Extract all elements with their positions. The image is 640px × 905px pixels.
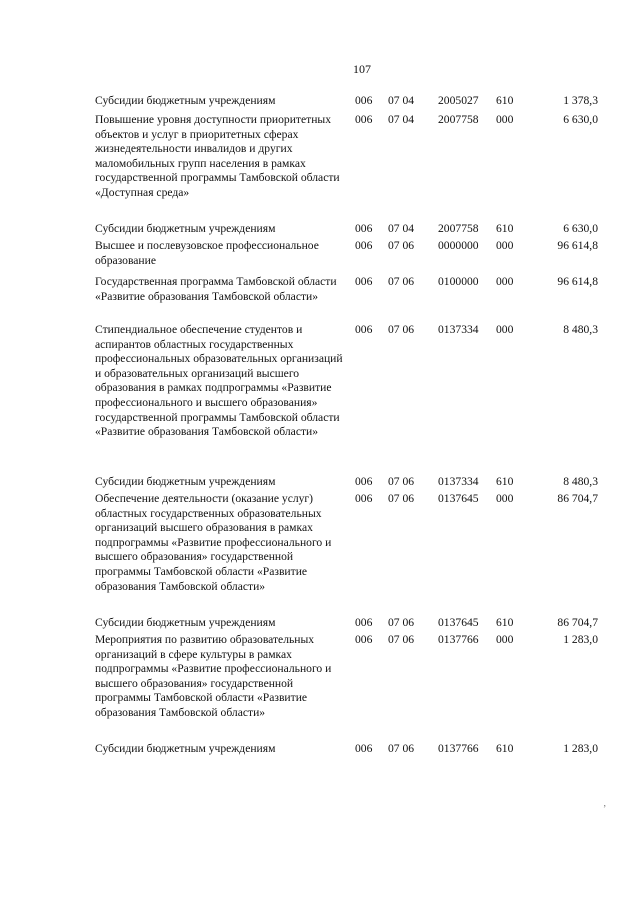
row-type: 000 [496, 275, 514, 288]
page-number: 107 [353, 62, 371, 76]
row-description: Высшее и послевузовское профессиональное образование [95, 239, 319, 267]
row-type: 000 [496, 633, 514, 646]
row-section: 07 06 [388, 742, 415, 755]
row-section: 07 06 [388, 492, 415, 505]
row-section: 07 04 [388, 113, 415, 126]
row-target: 2007758 [438, 222, 479, 235]
row-amount: 1 283,0 [563, 633, 598, 646]
row-amount: 96 614,8 [557, 275, 598, 288]
row-description: Стипендиальное обеспечение студентов и аспирантов областных государственных профессиональных образовательных организаций и образовательных организаций высшего образования в рамках подпрограммы «Развитие профессионального и высшего образования» государственной программы Тамбовской области «Развитие образования Тамбовской области» [95, 323, 343, 439]
row-target: 0137334 [438, 323, 479, 336]
row-description: Субсидии бюджетным учреждениям [95, 475, 276, 488]
row-target: 0000000 [438, 239, 479, 252]
row-target: 2007758 [438, 113, 479, 126]
scan-speck: ’ [603, 804, 607, 815]
row-type: 000 [496, 323, 514, 336]
row-amount: 6 630,0 [563, 113, 598, 126]
row-description: Повышение уровня доступности приоритетных объектов и услуг в приоритетных сферах жизнедеятельности инвалидов и других маломобильных групп населения в рамках государственной программы Тамбовской области «Доступная среда» [95, 113, 340, 199]
row-type: 000 [496, 239, 514, 252]
row-type: 610 [496, 222, 514, 235]
row-amount: 8 480,3 [563, 475, 598, 488]
row-target: 0137334 [438, 475, 479, 488]
row-code: 006 [355, 275, 373, 288]
row-type: 610 [496, 475, 514, 488]
row-target: 0137766 [438, 742, 479, 755]
row-type: 610 [496, 94, 514, 107]
row-target: 2005027 [438, 94, 479, 107]
row-code: 006 [355, 239, 373, 252]
row-code: 006 [355, 616, 373, 629]
row-description: Субсидии бюджетным учреждениям [95, 94, 276, 107]
row-section: 07 06 [388, 239, 415, 252]
row-type: 000 [496, 492, 514, 505]
row-code: 006 [355, 475, 373, 488]
row-type: 000 [496, 113, 514, 126]
row-code: 006 [355, 113, 373, 126]
row-type: 610 [496, 742, 514, 755]
row-section: 07 04 [388, 94, 415, 107]
row-code: 006 [355, 742, 373, 755]
row-target: 0137645 [438, 616, 479, 629]
row-amount: 6 630,0 [563, 222, 598, 235]
row-amount: 1 378,3 [563, 94, 598, 107]
row-amount: 86 704,7 [557, 492, 598, 505]
row-description: Субсидии бюджетным учреждениям [95, 222, 276, 235]
row-amount: 1 283,0 [563, 742, 598, 755]
row-amount: 96 614,8 [557, 239, 598, 252]
row-amount: 86 704,7 [557, 616, 598, 629]
row-code: 006 [355, 222, 373, 235]
row-type: 610 [496, 616, 514, 629]
row-target: 0100000 [438, 275, 479, 288]
row-description: Субсидии бюджетным учреждениям [95, 616, 276, 629]
row-section: 07 06 [388, 633, 415, 646]
row-code: 006 [355, 633, 373, 646]
row-section: 07 06 [388, 323, 415, 336]
row-target: 0137645 [438, 492, 479, 505]
row-amount: 8 480,3 [563, 323, 598, 336]
row-description: Мероприятия по развитию образовательных организаций в сфере культуры в рамках подпрограммы «Развитие профессионального и высшего образования» государственной программы Тамбовской области «Развитие образования Тамбовской области» [95, 633, 332, 719]
row-section: 07 06 [388, 616, 415, 629]
row-section: 07 04 [388, 222, 415, 235]
row-section: 07 06 [388, 275, 415, 288]
row-code: 006 [355, 94, 373, 107]
row-target: 0137766 [438, 633, 479, 646]
row-section: 07 06 [388, 475, 415, 488]
row-description: Субсидии бюджетным учреждениям [95, 742, 276, 755]
row-code: 006 [355, 492, 373, 505]
row-description: Обеспечение деятельности (оказание услуг) областных государственных образовательных организаций высшего образования в рамках подпрограммы «Развитие профессионального и высшего образования» государственной программы Тамбовской области «Развитие образования Тамбовской области» [95, 492, 332, 593]
row-description: Государственная программа Тамбовской области «Развитие образования Тамбовской области» [95, 275, 337, 303]
row-code: 006 [355, 323, 373, 336]
